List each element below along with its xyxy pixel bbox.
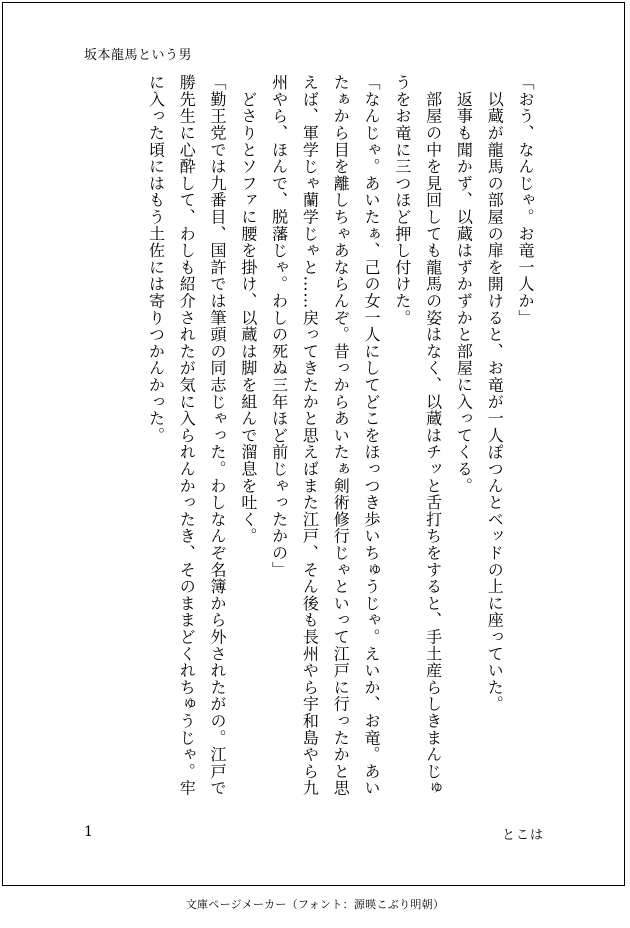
- paragraph: 「なんじゃ。あいたぁ、己の女一人にしてどこをほっつき歩いちゅうじゃ。えいか、お竜。あいたぁから目を離しちゃあならんぞ。昔っからあいたぁ剣術修行じゃといって江戸に行ったかと思えば、軍学じゃ蘭学じゃと……戻ってきたかと思えばまた江戸、そん後も長州やら宇和島やら九州やら、ほんで、脱藩じゃ。わしの死ぬ三年ほど前じゃったかの」: [269, 74, 382, 797]
- author-name: とこは: [502, 828, 545, 843]
- paragraph: 返事も聞かず、以蔵はずかずかと部屋に入ってくる。: [454, 74, 474, 494]
- paragraph: どさりとソファに腰を掛け、以蔵は脚を組んで溜息を吐く。: [238, 74, 258, 545]
- paragraph: 「おう、なんじゃ。お竜一人か」: [516, 74, 535, 326]
- vertical-body-text: [86, 74, 540, 806]
- footer-credit: 文庫ページメーカー（フォント：源暎こぶり明朝）: [185, 898, 445, 911]
- paragraph: 「勤王党では九番目、国許では筆頭の同志じゃった。わしなんぞ名簿から外されたがの。江戸で勝先生に心酔して、わしも紹介されたが気に入られんかったき、そのままどくれちゅうじゃ。牢に入った頃にはもう土佐には寄りつかんかった。: [146, 74, 228, 797]
- running-title: 坂本龍馬という男: [84, 48, 193, 63]
- paragraph: 以蔵が龍馬の部屋の扉を開けると、お竜が一人ぽつんとベッドの上に座っていた。: [485, 74, 505, 713]
- page-number: 1: [84, 824, 93, 840]
- paragraph: 部屋の中を見回しても龍馬の姿はなく、以蔵はチッと舌打ちをすると、手土産らしきまんじゅうをお竜に三つほど押し付けた。: [392, 74, 443, 797]
